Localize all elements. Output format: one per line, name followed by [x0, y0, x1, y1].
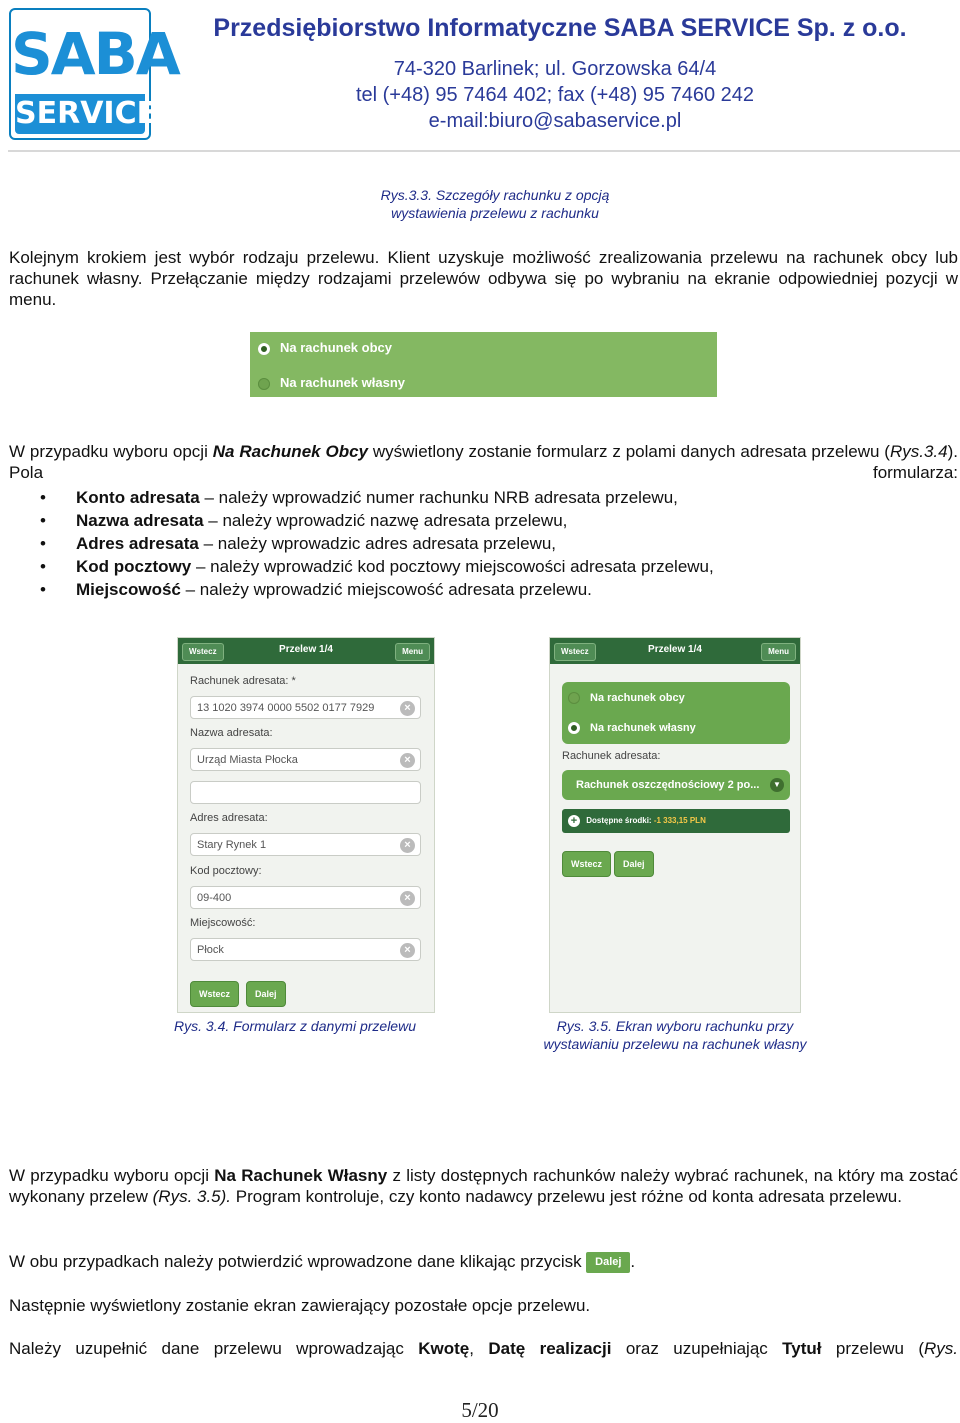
back-button[interactable]: Wstecz — [182, 643, 224, 661]
city-label: Miejscowość: — [190, 917, 256, 929]
transfer-type-menu-image — [250, 332, 717, 397]
account-input[interactable]: 13 1020 3974 0000 5502 0177 7929 × — [190, 696, 421, 719]
recipient-name-input[interactable]: Urząd Miasta Płocka × — [190, 748, 421, 771]
paragraph-next-screen: Następnie wyświetlony zostanie ekran zawierający pozostałe opcje przelewu. — [9, 1296, 591, 1315]
recipient-name-input-2[interactable] — [190, 781, 421, 804]
paragraph-own-option: W przypadku wyboru opcji Na Rachunek Własny z listy dostępnych rachunków należy wybrać rachunek, na który ma zostać wykonany przelew (Rys. 3.5). Program kontroluje, czy konto nadawcy przelewu jest różne od konta adresata przelewu. — [9, 1166, 959, 1206]
next-button[interactable]: Dalej — [614, 851, 654, 877]
account-label: Rachunek adresata: — [562, 750, 661, 762]
radio-option-foreign[interactable]: Na rachunek obcy — [568, 688, 685, 708]
radio-option-foreign[interactable]: Na rachunek obcy — [258, 337, 392, 359]
paragraph-confirm: W obu przypadkach należy potwierdzić wprowadzone dane klikając przycisk Dalej . — [9, 1251, 958, 1273]
figure-caption-3-3: Rys.3.3. Szczegóły rachunku z opcją wystawienia przelewu z rachunku — [380, 187, 610, 221]
company-name: Przedsiębiorstwo Informatyczne SABA SERVICE Sp. z o.o. — [213, 14, 907, 42]
menu-button[interactable]: Menu — [761, 643, 796, 661]
account-label: Rachunek adresata: * — [190, 675, 296, 687]
form-field-list — [40, 486, 940, 601]
clear-icon[interactable]: × — [400, 753, 415, 768]
menu-button[interactable]: Menu — [395, 643, 430, 661]
radio-option-own[interactable]: Na rachunek własny — [568, 718, 696, 738]
plus-icon[interactable]: + — [568, 815, 580, 827]
account-select[interactable]: Rachunek oszczędnościowy 2 po... ▼ — [562, 770, 790, 800]
saba-service-logo — [9, 8, 179, 140]
inline-next-button-image: Dalej — [586, 1252, 630, 1273]
available-funds-bar: + Dostępne środki: -1 333,15 PLN — [562, 809, 790, 833]
figure-caption-3-5: Rys. 3.5. Ekran wyboru rachunku przy wystawianiu przelewu na rachunek własny — [543, 1018, 807, 1052]
screenshot-transfer-form — [177, 637, 435, 1013]
back-button[interactable]: Wstecz — [190, 981, 239, 1007]
city-input[interactable]: Płock × — [190, 938, 421, 961]
company-address: 74-320 Barlinek; ul. Gorzowska 64/4 — [393, 58, 717, 80]
postal-code-input[interactable]: 09-400 × — [190, 886, 421, 909]
radio-unselected-icon — [568, 692, 580, 704]
logo-text-top: SABA — [11, 20, 179, 88]
list-item: • Adres adresata – należy wprowadzic adres adresata przelewu, — [40, 532, 940, 555]
paragraph-foreign-option: W przypadku wyboru opcji Na Rachunek Obcy wyświetlony zostanie formularz z polami danych adresata przelewu (Rys.3.4). Pola formularza: — [9, 442, 958, 482]
logo-text-bottom: SERVICE — [15, 94, 145, 134]
radio-unselected-icon — [258, 378, 270, 390]
recipient-name-label: Nazwa adresata: — [190, 727, 273, 739]
address-input[interactable]: Stary Rynek 1 × — [190, 833, 421, 856]
mobile-title: Przelew 1/4 — [279, 644, 333, 655]
mobile-header — [178, 638, 434, 664]
company-email: e-mail:biuro@sabaservice.pl — [428, 110, 682, 132]
header-divider — [8, 150, 960, 152]
radio-selected-icon — [258, 343, 270, 355]
clear-icon[interactable]: × — [400, 838, 415, 853]
back-button[interactable]: Wstecz — [562, 851, 611, 877]
paragraph-fill-data: Należy uzupełnić dane przelewu wprowadzając Kwotę, Datę realizacji oraz uzupełniając Tytuł przelewu (Rys. — [9, 1339, 958, 1358]
back-button[interactable]: Wstecz — [554, 643, 596, 661]
screenshot-own-account — [549, 637, 801, 1013]
list-item: • Konto adresata – należy wprowadzić numer rachunku NRB adresata przelewu, — [40, 486, 940, 509]
company-phone: tel (+48) 95 7464 402; fax (+48) 95 7460 242 — [355, 84, 755, 106]
transfer-type-panel — [562, 682, 790, 744]
list-item: • Miejscowość – należy wprowadzić miejscowość adresata przelewu. — [40, 578, 940, 601]
paragraph-transfer-type: Kolejnym krokiem jest wybór rodzaju przelewu. Klient uzyskuje możliwość zrealizowania przelewu na rachunek obcy lub rachunek własny. Przełączanie między rodzajami przelewów odbywa się po wybraniu na ekranie odpowiedniej pozycji w menu. — [9, 248, 958, 309]
list-item: • Nazwa adresata – należy wprowadzić nazwę adresata przelewu, — [40, 509, 940, 532]
list-item: • Kod pocztowy – należy wprowadzić kod pocztowy miejscowości adresata przelewu, — [40, 555, 940, 578]
mobile-header — [550, 638, 800, 664]
next-button[interactable]: Dalej — [246, 981, 286, 1007]
clear-icon[interactable]: × — [400, 943, 415, 958]
postal-code-label: Kod pocztowy: — [190, 865, 262, 877]
radio-option-own[interactable]: Na rachunek własny — [258, 372, 405, 394]
mobile-title: Przelew 1/4 — [648, 644, 702, 655]
clear-icon[interactable]: × — [400, 701, 415, 716]
chevron-down-icon: ▼ — [770, 778, 784, 792]
clear-icon[interactable]: × — [400, 891, 415, 906]
figure-caption-3-4: Rys. 3.4. Formularz z danymi przelewu — [174, 1018, 416, 1034]
page-number: 5/20 — [461, 1398, 499, 1422]
address-label: Adres adresata: — [190, 812, 268, 824]
radio-selected-icon — [568, 722, 580, 734]
